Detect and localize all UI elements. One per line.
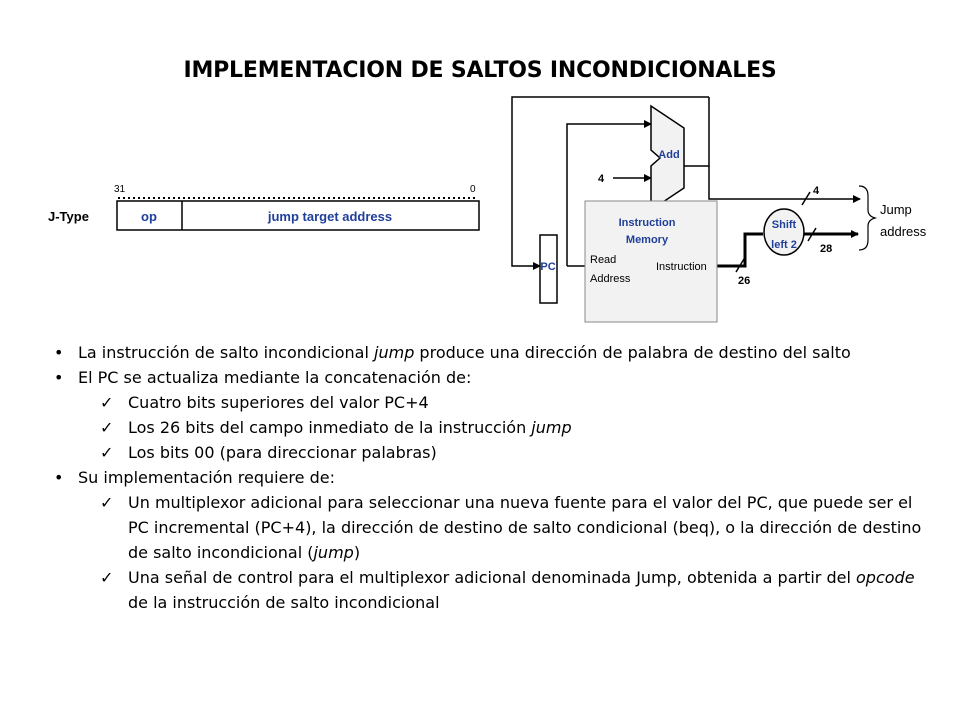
add-label: Add bbox=[658, 149, 680, 161]
jump-address-label-1: Jump bbox=[880, 202, 912, 217]
bullet-dot: • bbox=[54, 468, 64, 487]
checkmark-item: ✓ Los bits 00 (para direccionar palabras) bbox=[50, 440, 930, 465]
instruction-port-label: Instruction bbox=[656, 261, 707, 273]
instruction-memory bbox=[585, 201, 717, 322]
checkmark-item: ✓ Un multiplexor adicional para seleccionar una nueva fuente para el valor del PC, que puede ser el PC incremental (PC+4), la dirección de destino de salto condicional (beq), o la dirección de destino de salto incondicional (jump) bbox=[50, 490, 930, 565]
checkmark-icon: ✓ bbox=[100, 568, 114, 587]
checkmark-icon: ✓ bbox=[100, 418, 114, 437]
bullet-item: • La instrucción de salto incondicional jump produce una dirección de palabra de destino del salto bbox=[50, 340, 930, 365]
shift-left-2 bbox=[764, 209, 804, 255]
imem-title-1: Instruction bbox=[618, 217, 676, 229]
width-4-label: 4 bbox=[813, 185, 820, 197]
width-28-label: 28 bbox=[820, 243, 833, 255]
jtype-label: J-Type bbox=[48, 209, 89, 224]
pc-register bbox=[540, 235, 557, 303]
constant-4: 4 bbox=[598, 173, 605, 185]
imem-title-2: Memory bbox=[625, 234, 669, 246]
bullet-list bbox=[50, 340, 930, 615]
checkmark-item: ✓ Cuatro bits superiores del valor PC+4 bbox=[50, 390, 930, 415]
address-label: Address bbox=[590, 273, 631, 285]
read-label: Read bbox=[590, 254, 617, 266]
adder bbox=[651, 106, 684, 210]
jtype-format bbox=[48, 184, 479, 230]
checkmark-item: ✓ Los 26 bits del campo inmediato de la instrucción jump bbox=[50, 415, 930, 440]
pc-label: PC bbox=[540, 261, 556, 273]
bit-0-label: 0 bbox=[470, 184, 476, 195]
checkmark-item: ✓ Una señal de control para el multiplexor adicional denominada Jump, obtenida a partir del opcode de la instrucción de salto incondicional bbox=[50, 565, 930, 615]
op-field: op bbox=[141, 209, 157, 224]
bullet-item: • Su implementación requiere de: bbox=[50, 465, 930, 490]
checkmark-icon: ✓ bbox=[100, 443, 114, 462]
jump-datapath-diagram bbox=[0, 0, 960, 340]
width-26-label: 26 bbox=[738, 275, 751, 287]
shift-label-1: Shift bbox=[771, 219, 797, 231]
bullet-dot: • bbox=[54, 368, 64, 387]
bullet-item: • El PC se actualiza mediante la concatenación de: bbox=[50, 365, 930, 390]
checkmark-icon: ✓ bbox=[100, 493, 114, 512]
slide-title: IMPLEMENTACION DE SALTOS INCONDICIONALES bbox=[183, 58, 777, 83]
bullet-dot: • bbox=[54, 343, 64, 362]
brace bbox=[859, 186, 875, 250]
bit-31-label: 31 bbox=[114, 184, 126, 195]
jump-address-label-2: address bbox=[880, 224, 927, 239]
shift-label-2: left 2 bbox=[771, 239, 797, 251]
checkmark-icon: ✓ bbox=[100, 393, 114, 412]
jump-target-field: jump target address bbox=[267, 209, 393, 224]
